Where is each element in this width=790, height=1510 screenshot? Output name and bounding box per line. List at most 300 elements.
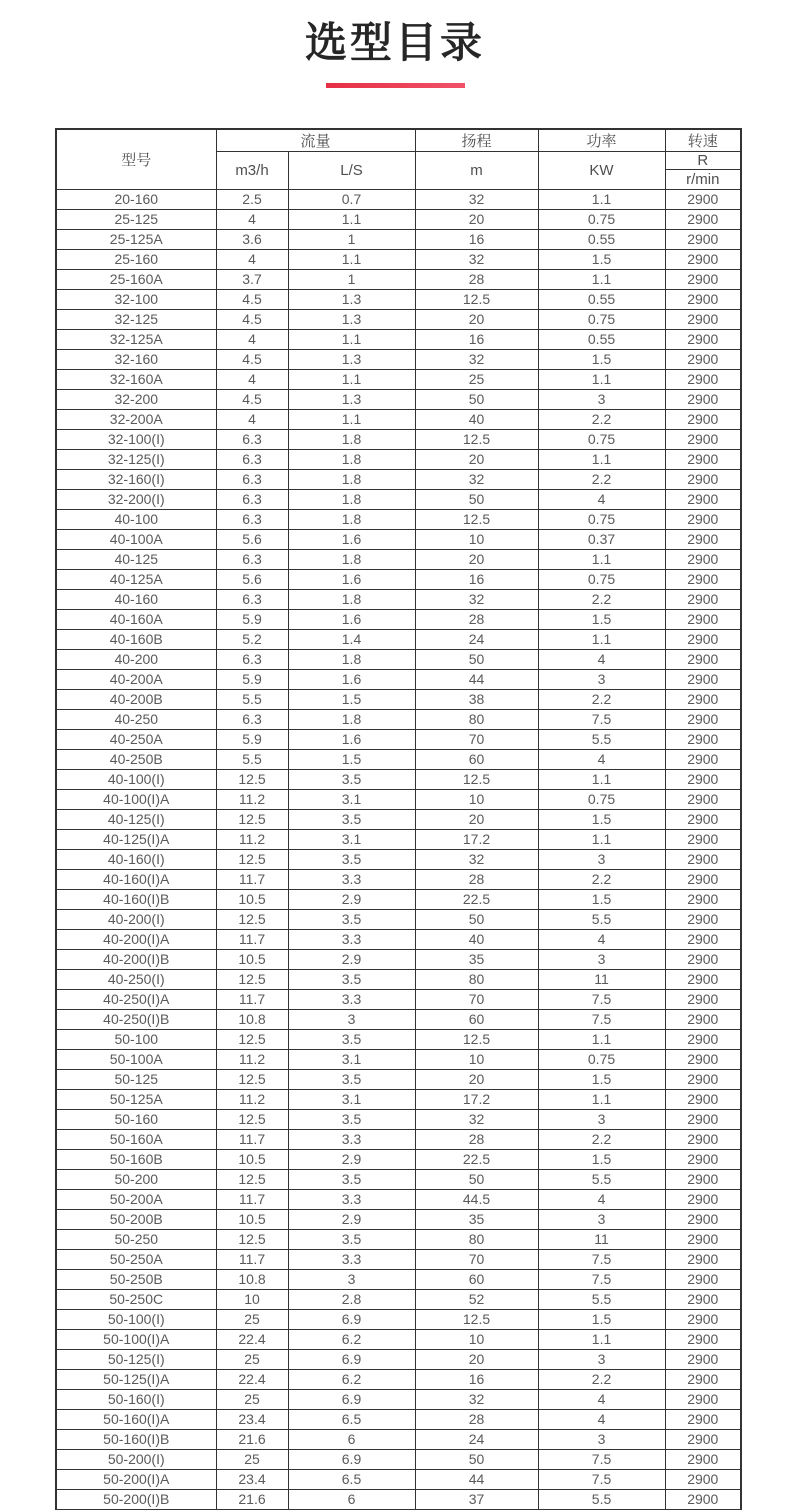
- cell-speed-rmin: 2900: [665, 1430, 741, 1450]
- cell-speed-rmin: 2900: [665, 490, 741, 510]
- table-row: [56, 1310, 741, 1330]
- cell-flow-ls: 3.5: [288, 1030, 415, 1050]
- cell-flow-ls: 1.3: [288, 290, 415, 310]
- cell-speed-rmin: 2900: [665, 690, 741, 710]
- cell-speed-rmin: 2900: [665, 730, 741, 750]
- cell-speed-rmin: 2900: [665, 530, 741, 550]
- cell-power-kw: 4: [538, 1390, 665, 1410]
- cell-model: 50-250B: [56, 1270, 216, 1290]
- cell-speed-rmin: 2900: [665, 310, 741, 330]
- cell-speed-rmin: 2900: [665, 770, 741, 790]
- cell-model: 32-125A: [56, 330, 216, 350]
- cell-head-m: 60: [415, 750, 538, 770]
- table-row: [56, 870, 741, 890]
- column-header-speed-r: R: [665, 152, 741, 170]
- cell-head-m: 12.5: [415, 1030, 538, 1050]
- cell-power-kw: 5.5: [538, 910, 665, 930]
- table-row: [56, 1050, 741, 1070]
- cell-flow-m3h: 10.8: [216, 1270, 288, 1290]
- cell-flow-ls: 6.9: [288, 1310, 415, 1330]
- cell-speed-rmin: 2900: [665, 890, 741, 910]
- cell-head-m: 12.5: [415, 770, 538, 790]
- cell-flow-ls: 3.1: [288, 830, 415, 850]
- cell-power-kw: 3: [538, 1110, 665, 1130]
- table-row: [56, 350, 741, 370]
- cell-flow-ls: 3.3: [288, 930, 415, 950]
- table-row: [56, 1470, 741, 1490]
- cell-flow-ls: 3.5: [288, 1170, 415, 1190]
- cell-power-kw: 1.1: [538, 830, 665, 850]
- cell-speed-rmin: 2900: [665, 1150, 741, 1170]
- table-row: [56, 570, 741, 590]
- cell-power-kw: 5.5: [538, 730, 665, 750]
- cell-model: 40-100: [56, 510, 216, 530]
- cell-speed-rmin: 2900: [665, 990, 741, 1010]
- cell-head-m: 35: [415, 1210, 538, 1230]
- cell-speed-rmin: 2900: [665, 1210, 741, 1230]
- table-row: [56, 750, 741, 770]
- cell-speed-rmin: 2900: [665, 1370, 741, 1390]
- cell-flow-m3h: 4.5: [216, 290, 288, 310]
- cell-flow-ls: 3.3: [288, 870, 415, 890]
- cell-head-m: 24: [415, 1430, 538, 1450]
- cell-head-m: 17.2: [415, 830, 538, 850]
- cell-speed-rmin: 2900: [665, 1290, 741, 1310]
- cell-head-m: 28: [415, 870, 538, 890]
- cell-power-kw: 1.1: [538, 1090, 665, 1110]
- cell-power-kw: 4: [538, 1190, 665, 1210]
- table-row: [56, 610, 741, 630]
- table-row: [56, 1090, 741, 1110]
- cell-head-m: 35: [415, 950, 538, 970]
- cell-model: 32-160(I): [56, 470, 216, 490]
- table-row: [56, 730, 741, 750]
- table-row: [56, 470, 741, 490]
- table-row: [56, 410, 741, 430]
- cell-power-kw: 3: [538, 850, 665, 870]
- cell-model: 40-200(I)B: [56, 950, 216, 970]
- cell-flow-m3h: 10: [216, 1290, 288, 1310]
- cell-head-m: 60: [415, 1270, 538, 1290]
- table-row: [56, 990, 741, 1010]
- cell-flow-m3h: 12.5: [216, 1070, 288, 1090]
- cell-flow-ls: 1.3: [288, 310, 415, 330]
- cell-flow-ls: 3.5: [288, 1110, 415, 1130]
- cell-speed-rmin: 2900: [665, 1090, 741, 1110]
- cell-model: 50-200A: [56, 1190, 216, 1210]
- cell-model: 40-125(I): [56, 810, 216, 830]
- table-row: [56, 1370, 741, 1390]
- cell-head-m: 50: [415, 910, 538, 930]
- cell-speed-rmin: 2900: [665, 330, 741, 350]
- cell-head-m: 22.5: [415, 890, 538, 910]
- cell-power-kw: 1.5: [538, 1310, 665, 1330]
- cell-speed-rmin: 2900: [665, 370, 741, 390]
- cell-model: 40-160(I): [56, 850, 216, 870]
- table-row: [56, 1290, 741, 1310]
- table-row: [56, 290, 741, 310]
- cell-speed-rmin: 2900: [665, 1250, 741, 1270]
- cell-power-kw: 1.1: [538, 770, 665, 790]
- cell-head-m: 70: [415, 990, 538, 1010]
- cell-power-kw: 5.5: [538, 1170, 665, 1190]
- table-row: [56, 1170, 741, 1190]
- cell-flow-ls: 1.1: [288, 410, 415, 430]
- cell-head-m: 10: [415, 790, 538, 810]
- cell-flow-m3h: 21.6: [216, 1490, 288, 1510]
- column-header-flow: 流量: [216, 129, 415, 152]
- cell-model: 40-200(I)A: [56, 930, 216, 950]
- cell-power-kw: 7.5: [538, 1010, 665, 1030]
- cell-model: 50-100(I): [56, 1310, 216, 1330]
- cell-speed-rmin: 2900: [665, 1410, 741, 1430]
- cell-speed-rmin: 2900: [665, 1270, 741, 1290]
- cell-head-m: 20: [415, 1350, 538, 1370]
- cell-speed-rmin: 2900: [665, 1310, 741, 1330]
- cell-flow-ls: 3: [288, 1270, 415, 1290]
- cell-speed-rmin: 2900: [665, 190, 741, 210]
- table-row: [56, 1030, 741, 1050]
- cell-head-m: 32: [415, 590, 538, 610]
- cell-head-m: 32: [415, 250, 538, 270]
- table-row: [56, 1270, 741, 1290]
- cell-flow-m3h: 23.4: [216, 1410, 288, 1430]
- cell-model: 50-125A: [56, 1090, 216, 1110]
- cell-model: 50-200B: [56, 1210, 216, 1230]
- table-row: [56, 970, 741, 990]
- cell-flow-ls: 1.8: [288, 590, 415, 610]
- cell-model: 50-160A: [56, 1130, 216, 1150]
- cell-flow-m3h: 11.7: [216, 870, 288, 890]
- cell-model: 50-100(I)A: [56, 1330, 216, 1350]
- column-header-model: 型号: [56, 129, 216, 190]
- cell-flow-m3h: 12.5: [216, 1030, 288, 1050]
- cell-head-m: 20: [415, 550, 538, 570]
- cell-model: 50-125(I): [56, 1350, 216, 1370]
- cell-flow-ls: 6.9: [288, 1450, 415, 1470]
- cell-flow-m3h: 12.5: [216, 1110, 288, 1130]
- cell-flow-m3h: 10.8: [216, 1010, 288, 1030]
- cell-model: 50-250C: [56, 1290, 216, 1310]
- cell-model: 50-200(I): [56, 1450, 216, 1470]
- table-row: [56, 330, 741, 350]
- table-row: [56, 630, 741, 650]
- cell-speed-rmin: 2900: [665, 1070, 741, 1090]
- cell-model: 50-200(I)B: [56, 1490, 216, 1510]
- cell-head-m: 80: [415, 970, 538, 990]
- cell-speed-rmin: 2900: [665, 1010, 741, 1030]
- cell-power-kw: 4: [538, 650, 665, 670]
- cell-flow-ls: 0.7: [288, 190, 415, 210]
- cell-head-m: 28: [415, 270, 538, 290]
- cell-power-kw: 7.5: [538, 1450, 665, 1470]
- cell-model: 40-100(I)A: [56, 790, 216, 810]
- cell-speed-rmin: 2900: [665, 1330, 741, 1350]
- cell-speed-rmin: 2900: [665, 230, 741, 250]
- cell-flow-m3h: 10.5: [216, 1210, 288, 1230]
- cell-flow-ls: 1.5: [288, 750, 415, 770]
- cell-flow-m3h: 4: [216, 410, 288, 430]
- cell-power-kw: 4: [538, 750, 665, 770]
- cell-head-m: 70: [415, 730, 538, 750]
- cell-flow-ls: 1.8: [288, 470, 415, 490]
- table-row: [56, 1390, 741, 1410]
- cell-flow-ls: 3.3: [288, 1190, 415, 1210]
- cell-flow-ls: 3.3: [288, 1250, 415, 1270]
- cell-power-kw: 3: [538, 950, 665, 970]
- cell-speed-rmin: 2900: [665, 350, 741, 370]
- cell-power-kw: 0.55: [538, 330, 665, 350]
- cell-flow-ls: 6.9: [288, 1390, 415, 1410]
- table-row: [56, 1230, 741, 1250]
- cell-model: 40-160B: [56, 630, 216, 650]
- cell-power-kw: 0.75: [538, 570, 665, 590]
- cell-power-kw: 0.75: [538, 790, 665, 810]
- cell-speed-rmin: 2900: [665, 1450, 741, 1470]
- cell-head-m: 20: [415, 810, 538, 830]
- table-row: [56, 1150, 741, 1170]
- cell-flow-m3h: 3.6: [216, 230, 288, 250]
- cell-model: 40-250B: [56, 750, 216, 770]
- cell-head-m: 50: [415, 1170, 538, 1190]
- cell-power-kw: 1.1: [538, 190, 665, 210]
- column-header-head: 扬程: [415, 129, 538, 152]
- cell-flow-ls: 6.5: [288, 1470, 415, 1490]
- table-row: [56, 1110, 741, 1130]
- cell-head-m: 37: [415, 1490, 538, 1510]
- cell-flow-ls: 1.1: [288, 210, 415, 230]
- cell-power-kw: 4: [538, 930, 665, 950]
- cell-flow-m3h: 11.2: [216, 1090, 288, 1110]
- cell-power-kw: 7.5: [538, 1270, 665, 1290]
- cell-speed-rmin: 2900: [665, 610, 741, 630]
- cell-flow-ls: 1.8: [288, 550, 415, 570]
- cell-flow-m3h: 6.3: [216, 450, 288, 470]
- cell-speed-rmin: 2900: [665, 1390, 741, 1410]
- cell-model: 50-160(I)B: [56, 1430, 216, 1450]
- cell-flow-ls: 1.6: [288, 670, 415, 690]
- cell-power-kw: 3: [538, 1210, 665, 1230]
- cell-power-kw: 0.75: [538, 310, 665, 330]
- cell-flow-ls: 1.3: [288, 350, 415, 370]
- cell-model: 32-125(I): [56, 450, 216, 470]
- cell-head-m: 80: [415, 710, 538, 730]
- cell-flow-ls: 3.5: [288, 770, 415, 790]
- cell-flow-m3h: 6.3: [216, 550, 288, 570]
- cell-speed-rmin: 2900: [665, 870, 741, 890]
- cell-head-m: 70: [415, 1250, 538, 1270]
- cell-flow-ls: 1.8: [288, 450, 415, 470]
- cell-model: 40-200A: [56, 670, 216, 690]
- cell-speed-rmin: 2900: [665, 1110, 741, 1130]
- cell-head-m: 38: [415, 690, 538, 710]
- cell-flow-ls: 2.8: [288, 1290, 415, 1310]
- cell-speed-rmin: 2900: [665, 550, 741, 570]
- cell-flow-ls: 3.3: [288, 990, 415, 1010]
- cell-speed-rmin: 2900: [665, 450, 741, 470]
- cell-model: 50-160B: [56, 1150, 216, 1170]
- cell-head-m: 10: [415, 530, 538, 550]
- cell-speed-rmin: 2900: [665, 390, 741, 410]
- cell-flow-m3h: 25: [216, 1450, 288, 1470]
- cell-power-kw: 1.5: [538, 1070, 665, 1090]
- table-row: [56, 190, 741, 210]
- cell-speed-rmin: 2900: [665, 210, 741, 230]
- cell-flow-m3h: 10.5: [216, 950, 288, 970]
- cell-speed-rmin: 2900: [665, 750, 741, 770]
- cell-speed-rmin: 2900: [665, 470, 741, 490]
- table-row: [56, 830, 741, 850]
- cell-speed-rmin: 2900: [665, 510, 741, 530]
- cell-speed-rmin: 2900: [665, 430, 741, 450]
- cell-flow-ls: 1.8: [288, 650, 415, 670]
- cell-model: 40-200B: [56, 690, 216, 710]
- table-row: [56, 1250, 741, 1270]
- cell-flow-ls: 1.6: [288, 730, 415, 750]
- table-row: [56, 510, 741, 530]
- cell-speed-rmin: 2900: [665, 970, 741, 990]
- cell-power-kw: 2.2: [538, 410, 665, 430]
- cell-flow-ls: 6: [288, 1430, 415, 1450]
- cell-flow-ls: 3.1: [288, 1050, 415, 1070]
- cell-flow-ls: 1.5: [288, 690, 415, 710]
- cell-flow-m3h: 5.5: [216, 690, 288, 710]
- cell-flow-m3h: 12.5: [216, 770, 288, 790]
- cell-power-kw: 5.5: [538, 1290, 665, 1310]
- cell-flow-ls: 1.6: [288, 530, 415, 550]
- cell-power-kw: 7.5: [538, 990, 665, 1010]
- cell-power-kw: 11: [538, 1230, 665, 1250]
- cell-flow-m3h: 4: [216, 210, 288, 230]
- column-header-head-unit: m: [415, 152, 538, 190]
- cell-flow-m3h: 6.3: [216, 490, 288, 510]
- cell-flow-m3h: 11.7: [216, 1130, 288, 1150]
- cell-speed-rmin: 2900: [665, 570, 741, 590]
- cell-model: 40-200: [56, 650, 216, 670]
- cell-flow-m3h: 4: [216, 330, 288, 350]
- cell-flow-ls: 2.9: [288, 950, 415, 970]
- cell-flow-ls: 1.1: [288, 370, 415, 390]
- cell-head-m: 28: [415, 1410, 538, 1430]
- cell-model: 40-160A: [56, 610, 216, 630]
- cell-power-kw: 1.1: [538, 270, 665, 290]
- column-header-power-unit: KW: [538, 152, 665, 190]
- table-row: [56, 1410, 741, 1430]
- cell-model: 50-100: [56, 1030, 216, 1050]
- cell-flow-m3h: 4: [216, 250, 288, 270]
- cell-model: 50-125(I)A: [56, 1370, 216, 1390]
- cell-power-kw: 1.5: [538, 810, 665, 830]
- cell-flow-ls: 6.2: [288, 1370, 415, 1390]
- cell-model: 25-125: [56, 210, 216, 230]
- table-row: [56, 250, 741, 270]
- table-row: [56, 590, 741, 610]
- cell-speed-rmin: 2900: [665, 650, 741, 670]
- cell-flow-ls: 6.5: [288, 1410, 415, 1430]
- cell-power-kw: 1.1: [538, 550, 665, 570]
- cell-power-kw: 7.5: [538, 1250, 665, 1270]
- cell-power-kw: 0.75: [538, 510, 665, 530]
- table-row: [56, 1330, 741, 1350]
- cell-head-m: 10: [415, 1050, 538, 1070]
- cell-model: 40-100(I): [56, 770, 216, 790]
- cell-speed-rmin: 2900: [665, 1490, 741, 1510]
- cell-head-m: 24: [415, 630, 538, 650]
- cell-head-m: 20: [415, 1070, 538, 1090]
- cell-flow-ls: 2.9: [288, 1150, 415, 1170]
- cell-head-m: 32: [415, 1390, 538, 1410]
- cell-head-m: 16: [415, 230, 538, 250]
- cell-power-kw: 2.2: [538, 1370, 665, 1390]
- cell-speed-rmin: 2900: [665, 1190, 741, 1210]
- cell-flow-m3h: 6.3: [216, 470, 288, 490]
- cell-head-m: 17.2: [415, 1090, 538, 1110]
- cell-head-m: 32: [415, 350, 538, 370]
- cell-flow-m3h: 5.9: [216, 610, 288, 630]
- cell-flow-m3h: 4: [216, 370, 288, 390]
- table-row: [56, 530, 741, 550]
- header-row-1: [56, 129, 741, 152]
- cell-speed-rmin: 2900: [665, 250, 741, 270]
- cell-power-kw: 0.75: [538, 1050, 665, 1070]
- table-row: [56, 910, 741, 930]
- cell-flow-m3h: 5.2: [216, 630, 288, 650]
- column-header-speed-unit: r/min: [665, 170, 741, 190]
- cell-flow-m3h: 5.9: [216, 670, 288, 690]
- cell-flow-ls: 1.8: [288, 510, 415, 530]
- cell-power-kw: 3: [538, 1430, 665, 1450]
- cell-model: 50-100A: [56, 1050, 216, 1070]
- cell-model: 25-125A: [56, 230, 216, 250]
- cell-model: 50-160(I)A: [56, 1410, 216, 1430]
- cell-head-m: 32: [415, 190, 538, 210]
- cell-model: 32-200(I): [56, 490, 216, 510]
- cell-model: 32-160A: [56, 370, 216, 390]
- cell-flow-m3h: 11.7: [216, 1190, 288, 1210]
- cell-head-m: 20: [415, 210, 538, 230]
- cell-model: 40-160(I)A: [56, 870, 216, 890]
- cell-flow-m3h: 2.5: [216, 190, 288, 210]
- cell-speed-rmin: 2900: [665, 950, 741, 970]
- cell-model: 32-200A: [56, 410, 216, 430]
- cell-power-kw: 1.5: [538, 250, 665, 270]
- cell-power-kw: 3: [538, 670, 665, 690]
- table-body: [56, 190, 741, 1510]
- table-row: [56, 850, 741, 870]
- cell-flow-m3h: 6.3: [216, 510, 288, 530]
- cell-flow-ls: 1.4: [288, 630, 415, 650]
- cell-flow-ls: 3.5: [288, 910, 415, 930]
- cell-head-m: 40: [415, 930, 538, 950]
- cell-speed-rmin: 2900: [665, 1050, 741, 1070]
- column-header-flow-m3h: m3/h: [216, 152, 288, 190]
- cell-flow-ls: 2.9: [288, 890, 415, 910]
- table-header: [56, 129, 741, 190]
- cell-head-m: 44: [415, 1470, 538, 1490]
- cell-flow-m3h: 11.2: [216, 830, 288, 850]
- cell-power-kw: 0.75: [538, 430, 665, 450]
- table-row: [56, 810, 741, 830]
- cell-flow-ls: 3.5: [288, 1230, 415, 1250]
- cell-speed-rmin: 2900: [665, 930, 741, 950]
- cell-model: 50-160(I): [56, 1390, 216, 1410]
- cell-flow-m3h: 10.5: [216, 1150, 288, 1170]
- cell-head-m: 16: [415, 570, 538, 590]
- cell-power-kw: 3: [538, 1350, 665, 1370]
- cell-head-m: 40: [415, 410, 538, 430]
- cell-speed-rmin: 2900: [665, 630, 741, 650]
- cell-flow-ls: 1.8: [288, 490, 415, 510]
